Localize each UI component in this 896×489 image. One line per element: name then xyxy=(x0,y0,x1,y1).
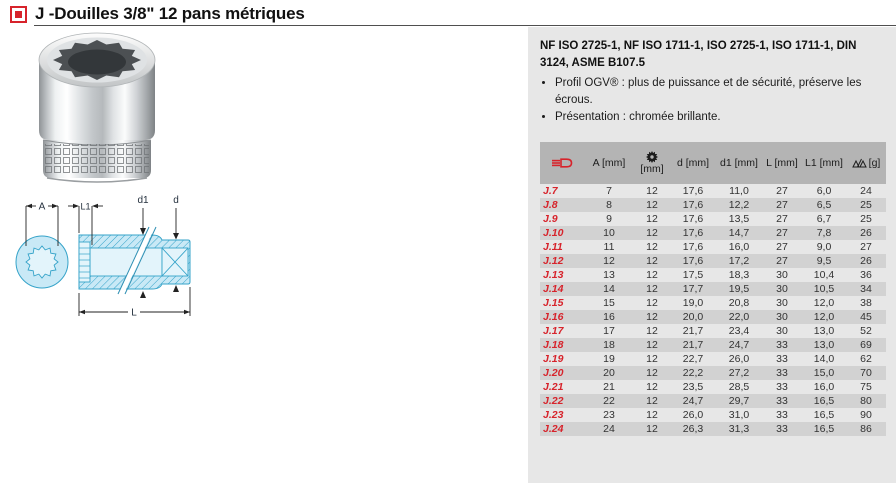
col-header-d: d [mm] xyxy=(676,156,710,169)
value-cell-d: 21,7 xyxy=(682,339,704,352)
col-header-a: A [mm] xyxy=(592,156,626,169)
page-header xyxy=(10,4,305,24)
value-cell-d: 17,6 xyxy=(682,227,704,240)
ref-cell: J.18 xyxy=(543,339,564,352)
col-header-l1: L1 [mm] xyxy=(805,156,843,169)
value-cell-g: 45 xyxy=(860,311,872,324)
ref-cell: J.8 xyxy=(543,199,558,212)
dim-label-l: L xyxy=(131,307,137,319)
value-cell-d: 17,5 xyxy=(682,269,704,282)
value-cell-l1: 10,4 xyxy=(813,269,835,282)
value-cell-d1: 26,0 xyxy=(728,353,750,366)
value-cell-pts: 12 xyxy=(646,395,658,408)
value-cell-pts: 12 xyxy=(646,241,658,254)
twelve-point-gear-icon xyxy=(646,151,658,163)
value-cell-d1: 11,0 xyxy=(729,185,749,198)
value-cell-d1: 27,2 xyxy=(728,367,750,380)
value-cell-l1: 9,0 xyxy=(816,241,832,254)
ref-cell: J.11 xyxy=(543,241,563,254)
value-cell-a: 24 xyxy=(603,423,615,436)
value-cell-l1: 13,0 xyxy=(813,339,835,352)
value-cell-pts: 12 xyxy=(646,325,658,338)
dim-label-a: A xyxy=(38,201,46,213)
ref-cell: J.21 xyxy=(543,381,564,394)
dim-label-d1: d1 xyxy=(137,195,149,206)
value-cell-d: 17,6 xyxy=(682,255,704,268)
value-cell-d1: 18,3 xyxy=(728,269,750,282)
value-cell-a: 11 xyxy=(603,241,615,254)
value-cell-g: 25 xyxy=(860,213,872,226)
value-cell-g: 36 xyxy=(860,269,872,282)
value-cell-g: 69 xyxy=(860,339,872,352)
value-cell-l: 27 xyxy=(776,241,788,254)
value-cell-l1: 15,0 xyxy=(813,367,835,380)
value-cell-pts: 12 xyxy=(646,185,658,198)
value-cell-l: 30 xyxy=(776,325,788,338)
value-cell-d1: 31,3 xyxy=(728,423,750,436)
table-row xyxy=(540,282,886,296)
socket-drive-icon xyxy=(540,158,584,168)
col-header-l: L [mm] xyxy=(766,156,798,169)
value-cell-l1: 6,0 xyxy=(816,185,832,198)
value-cell-pts: 12 xyxy=(646,423,658,436)
value-cell-l: 33 xyxy=(776,339,788,352)
title-divider xyxy=(34,25,896,26)
value-cell-l: 30 xyxy=(776,311,788,324)
dimension-diagram xyxy=(0,190,240,345)
value-cell-g: 34 xyxy=(860,283,872,296)
col-header-points xyxy=(634,151,670,176)
value-cell-pts: 12 xyxy=(646,269,658,282)
table-row xyxy=(540,296,886,310)
value-cell-d: 17,6 xyxy=(682,241,704,254)
value-cell-a: 13 xyxy=(603,269,615,282)
value-cell-g: 75 xyxy=(860,381,872,394)
value-cell-g: 27 xyxy=(860,241,872,254)
value-cell-d: 26,3 xyxy=(682,423,704,436)
col-header-d1: d1 [mm] xyxy=(720,156,758,169)
value-cell-d: 22,7 xyxy=(682,353,704,366)
value-cell-g: 25 xyxy=(860,199,872,212)
value-cell-d1: 31,0 xyxy=(728,409,750,422)
ref-cell: J.10 xyxy=(543,227,564,240)
value-cell-l1: 16,0 xyxy=(813,381,835,394)
value-cell-pts: 12 xyxy=(646,297,658,310)
value-cell-d1: 23,4 xyxy=(728,325,750,338)
value-cell-a: 21 xyxy=(603,381,615,394)
table-row xyxy=(540,254,886,268)
value-cell-a: 8 xyxy=(606,199,612,212)
page-title: J -Douilles 3/8" 12 pans métriques xyxy=(35,4,305,23)
info-panel xyxy=(528,27,896,483)
value-cell-pts: 12 xyxy=(646,353,658,366)
value-cell-d1: 24,7 xyxy=(728,339,750,352)
ref-cell: J.14 xyxy=(543,283,564,296)
value-cell-l: 33 xyxy=(776,395,788,408)
value-cell-l1: 12,0 xyxy=(813,311,835,324)
value-cell-a: 23 xyxy=(603,409,615,422)
value-cell-l: 27 xyxy=(776,185,788,198)
value-cell-l1: 9,5 xyxy=(816,255,832,268)
value-cell-l1: 16,5 xyxy=(813,423,835,436)
value-cell-d: 21,7 xyxy=(682,325,704,338)
value-cell-d: 19,0 xyxy=(682,297,704,310)
value-cell-d1: 16,0 xyxy=(728,241,750,254)
table-row xyxy=(540,268,886,282)
balance-icon xyxy=(852,158,867,168)
value-cell-g: 86 xyxy=(860,423,872,436)
table-row xyxy=(540,240,886,254)
value-cell-pts: 12 xyxy=(646,381,658,394)
value-cell-l1: 10,5 xyxy=(813,283,835,296)
value-cell-a: 22 xyxy=(603,395,615,408)
col-header-points-unit: [mm] xyxy=(640,163,664,176)
value-cell-d: 24,7 xyxy=(682,395,704,408)
table-header-row xyxy=(540,142,886,184)
value-cell-pts: 12 xyxy=(646,311,658,324)
table-row xyxy=(540,394,886,408)
table-row xyxy=(540,324,886,338)
value-cell-l1: 14,0 xyxy=(813,353,835,366)
table-row xyxy=(540,184,886,198)
value-cell-a: 16 xyxy=(603,311,615,324)
value-cell-a: 17 xyxy=(603,325,615,338)
value-cell-pts: 12 xyxy=(646,339,658,352)
section-marker-icon xyxy=(10,6,27,23)
value-cell-l1: 16,5 xyxy=(813,395,835,408)
standards-text: NF ISO 2725-1, NF ISO 1711-1, ISO 2725-1, ISO 1711-1, DIN 3124, ASME B107.5 xyxy=(540,40,857,69)
value-cell-d: 17,6 xyxy=(682,213,704,226)
ref-cell: J.20 xyxy=(543,367,564,380)
value-cell-d: 17,7 xyxy=(682,283,704,296)
value-cell-a: 20 xyxy=(603,367,615,380)
value-cell-d1: 14,7 xyxy=(728,227,750,240)
value-cell-d1: 28,5 xyxy=(728,381,750,394)
table-row xyxy=(540,310,886,324)
ref-cell: J.9 xyxy=(543,213,558,226)
ref-cell: J.17 xyxy=(543,325,564,338)
product-photo-socket xyxy=(16,30,188,190)
value-cell-d: 17,6 xyxy=(682,199,704,212)
value-cell-d1: 13,5 xyxy=(728,213,750,226)
value-cell-a: 18 xyxy=(603,339,615,352)
table-row xyxy=(540,366,886,380)
col-header-weight xyxy=(846,158,886,170)
ref-cell: J.7 xyxy=(543,185,558,198)
value-cell-d1: 22,0 xyxy=(728,311,750,324)
table-row xyxy=(540,338,886,352)
feature-item: • Profil OGV® : plus de puissance et de sécurité, préserve les écrous. xyxy=(555,75,884,108)
value-cell-a: 19 xyxy=(603,353,615,366)
ref-cell: J.22 xyxy=(543,395,564,408)
value-cell-l: 27 xyxy=(776,227,788,240)
value-cell-g: 26 xyxy=(860,227,872,240)
value-cell-d: 26,0 xyxy=(682,409,704,422)
value-cell-g: 24 xyxy=(860,185,872,198)
value-cell-pts: 12 xyxy=(646,227,658,240)
value-cell-d1: 12,2 xyxy=(728,199,750,212)
table-row xyxy=(540,408,886,422)
dim-label-l1: L1 xyxy=(80,201,91,212)
value-cell-l: 30 xyxy=(776,297,788,310)
value-cell-l: 30 xyxy=(776,283,788,296)
value-cell-g: 52 xyxy=(860,325,872,338)
socket-photo-illustration xyxy=(16,30,188,190)
table-row xyxy=(540,422,886,436)
col-header-weight-unit: [g] xyxy=(868,156,881,169)
value-cell-l1: 6,7 xyxy=(816,213,832,226)
value-cell-l: 33 xyxy=(776,367,788,380)
table-row xyxy=(540,352,886,366)
feature-list xyxy=(540,75,884,125)
table-row xyxy=(540,380,886,394)
ref-cell: J.19 xyxy=(543,353,564,366)
feature-item: • Présentation : chromée brillante. xyxy=(555,109,884,126)
value-cell-a: 12 xyxy=(603,255,615,268)
value-cell-d1: 20,8 xyxy=(728,297,750,310)
value-cell-d1: 17,2 xyxy=(728,255,750,268)
value-cell-l: 33 xyxy=(776,423,788,436)
ref-cell: J.13 xyxy=(543,269,564,282)
value-cell-g: 70 xyxy=(860,367,872,380)
value-cell-g: 26 xyxy=(860,255,872,268)
value-cell-l1: 12,0 xyxy=(813,297,835,310)
value-cell-pts: 12 xyxy=(646,283,658,296)
value-cell-pts: 12 xyxy=(646,367,658,380)
value-cell-d: 20,0 xyxy=(682,311,704,324)
ref-cell: J.16 xyxy=(543,311,564,324)
table-row xyxy=(540,198,886,212)
value-cell-pts: 12 xyxy=(646,409,658,422)
value-cell-g: 90 xyxy=(860,409,872,422)
value-cell-a: 9 xyxy=(606,213,612,226)
value-cell-g: 38 xyxy=(860,297,872,310)
value-cell-l: 27 xyxy=(776,199,788,212)
value-cell-l: 33 xyxy=(776,409,788,422)
value-cell-g: 80 xyxy=(860,395,872,408)
table-body xyxy=(540,184,886,436)
value-cell-l1: 7,8 xyxy=(816,227,832,240)
value-cell-l1: 16,5 xyxy=(813,409,835,422)
spec-table xyxy=(540,142,886,436)
value-cell-l: 27 xyxy=(776,213,788,226)
value-cell-l1: 6,5 xyxy=(816,199,832,212)
value-cell-a: 7 xyxy=(606,185,612,198)
value-cell-pts: 12 xyxy=(646,213,658,226)
ref-cell: J.12 xyxy=(543,255,564,268)
value-cell-a: 10 xyxy=(603,227,615,240)
value-cell-a: 15 xyxy=(603,297,615,310)
dim-label-d: d xyxy=(173,195,179,206)
value-cell-l1: 13,0 xyxy=(813,325,835,338)
table-row xyxy=(540,226,886,240)
value-cell-d: 22,2 xyxy=(682,367,704,380)
value-cell-d1: 19,5 xyxy=(728,283,750,296)
value-cell-pts: 12 xyxy=(646,255,658,268)
table-row xyxy=(540,212,886,226)
value-cell-d1: 29,7 xyxy=(728,395,750,408)
value-cell-l: 33 xyxy=(776,381,788,394)
value-cell-pts: 12 xyxy=(646,199,658,212)
dimension-diagram-svg xyxy=(0,190,240,345)
value-cell-l: 33 xyxy=(776,353,788,366)
value-cell-l: 27 xyxy=(776,255,788,268)
ref-cell: J.23 xyxy=(543,409,564,422)
value-cell-a: 14 xyxy=(603,283,615,296)
ref-cell: J.24 xyxy=(543,423,564,436)
value-cell-d: 23,5 xyxy=(682,381,704,394)
value-cell-d: 17,6 xyxy=(682,185,704,198)
value-cell-l: 30 xyxy=(776,269,788,282)
value-cell-g: 62 xyxy=(860,353,872,366)
ref-cell: J.15 xyxy=(543,297,564,310)
